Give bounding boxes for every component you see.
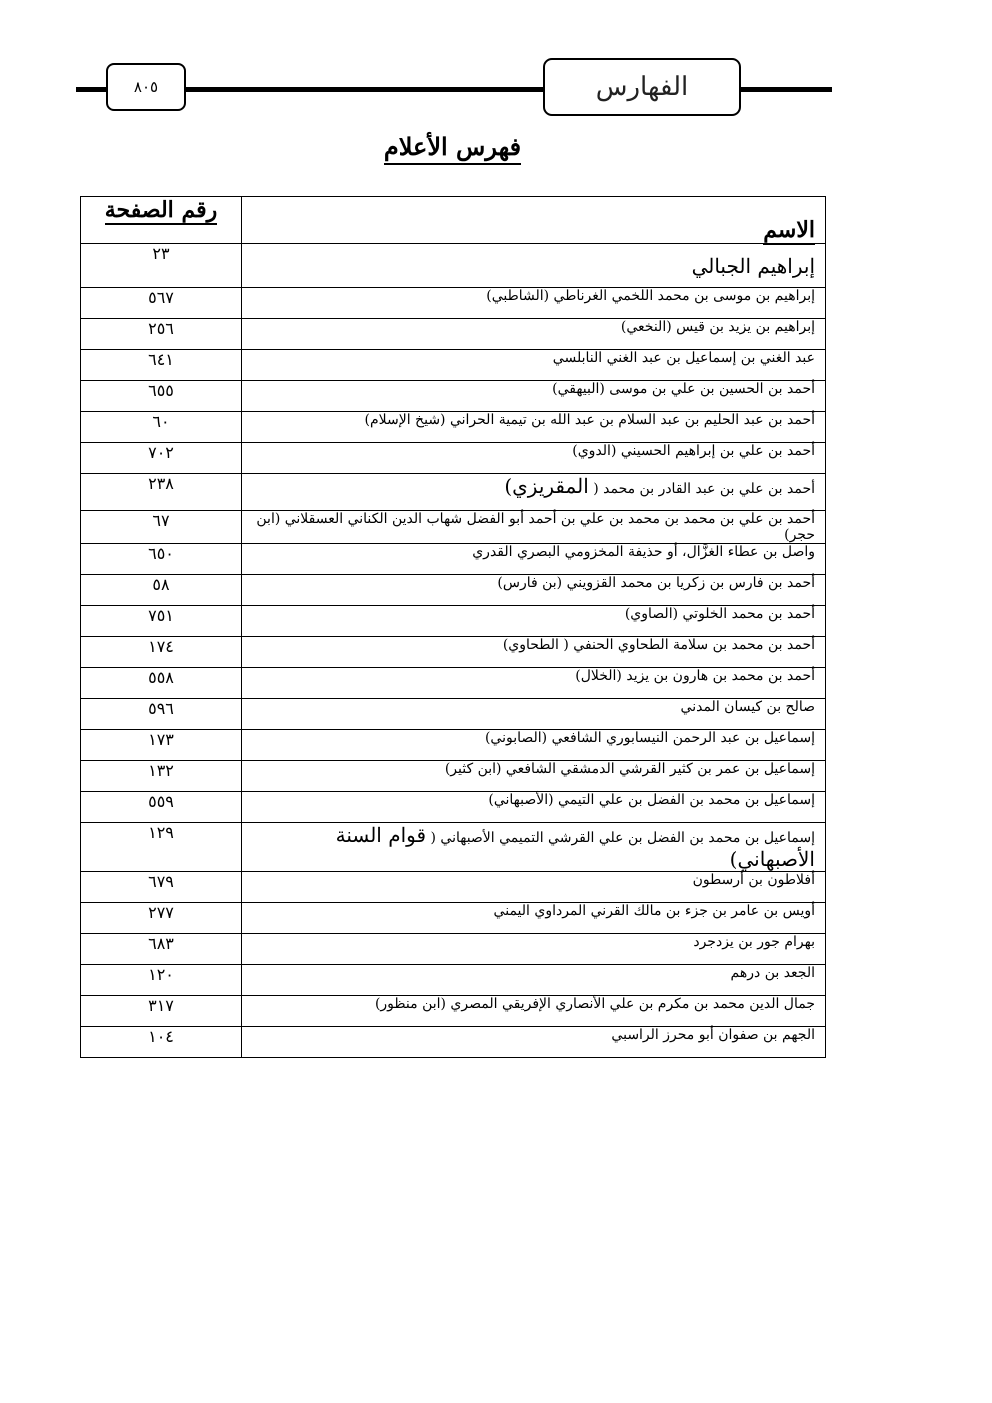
column-header-name-label: الاسم [763, 217, 815, 243]
name-cell: إبراهيم بن موسى بن محمد اللخمي الغرناطي (الشاطبي) [242, 288, 826, 319]
name-cell: أحمد بن فارس بن زكريا بن محمد القزويني (بن فارس) [242, 575, 826, 606]
page-cell: ١٣٢ [81, 761, 242, 792]
page-cell: ٥٨ [81, 575, 242, 606]
table-row [81, 730, 826, 761]
name-cell: واصل بن عطاء الغزَّال، أو حذيفة المخزومي البصري القدري [242, 544, 826, 575]
name-cell: أحمد بن محمد بن هارون بن يزيد (الخلال) [242, 668, 826, 699]
page-cell: ٥٩٦ [81, 699, 242, 730]
page-cell: ١٢٩ [81, 823, 242, 872]
table-row [81, 1027, 826, 1058]
table-row [81, 606, 826, 637]
table-row [81, 965, 826, 996]
table-row [81, 903, 826, 934]
page-title [0, 132, 905, 161]
page-cell: ٦٥٥ [81, 381, 242, 412]
page-title-text: فهرس الأعلام [384, 132, 521, 165]
name-cell: أحمد بن علي بن إبراهيم الحسيني (الدوي) [242, 443, 826, 474]
table-row [81, 575, 826, 606]
page-cell: ٢٣ [81, 244, 242, 288]
table-row [81, 319, 826, 350]
table-row [81, 443, 826, 474]
column-header-page [81, 197, 242, 244]
table-row [81, 823, 826, 872]
name-text: أحمد بن علي بن عبد القادر بن محمد ( [593, 481, 815, 497]
column-header-name [242, 197, 826, 244]
name-cell: إسماعيل بن عمر بن كثير القرشي الدمشقي الشافعي (ابن كثير) [242, 761, 826, 792]
name-cell: أحمد بن محمد الخلوتي (الصاوي) [242, 606, 826, 637]
page-cell: ٧٥١ [81, 606, 242, 637]
name-emphasis: المقريزي) [504, 474, 589, 498]
name-cell: بهرام جور بن يزدجرد [242, 934, 826, 965]
name-cell: جمال الدين محمد بن مكرم بن علي الأنصاري الإفريقي المصري (ابن منظور) [242, 996, 826, 1027]
name-cell: أحمد بن محمد بن سلامة الطحاوي الحنفي ( الطحاوي) [242, 637, 826, 668]
table-row [81, 872, 826, 903]
page-cell: ٥٥٩ [81, 792, 242, 823]
name-cell: أحمد بن عبد الحليم بن عبد السلام بن عبد الله بن تيمية الحراني (شيخ الإسلام) [242, 412, 826, 443]
page-cell: ٥٦٧ [81, 288, 242, 319]
page-cell: ١٢٠ [81, 965, 242, 996]
table-row [81, 996, 826, 1027]
table-row [81, 288, 826, 319]
table-row [81, 511, 826, 544]
name-cell: الجهم بن صفوان أبو محرز الراسبي [242, 1027, 826, 1058]
name-cell: أويس بن عامر بن جزء بن مالك القرني المرداوي اليمني [242, 903, 826, 934]
table-row [81, 934, 826, 965]
page-cell: ٧٠٢ [81, 443, 242, 474]
names-index-table [80, 196, 826, 1058]
column-header-page-label: رقم الصفحة [104, 197, 218, 223]
page-cell: ٥٥٨ [81, 668, 242, 699]
name-cell [242, 474, 826, 511]
table-row [81, 244, 826, 288]
page-cell: ٦٨٣ [81, 934, 242, 965]
table-row [81, 474, 826, 511]
table-row [81, 350, 826, 381]
page-cell: ٦٧٩ [81, 872, 242, 903]
page-cell: ١٧٣ [81, 730, 242, 761]
table-header-row [81, 197, 826, 244]
table-row [81, 699, 826, 730]
table-row [81, 412, 826, 443]
table-row [81, 668, 826, 699]
name-text: إسماعيل بن محمد بن الفضل بن علي القرشي التميمي الأصبهاني ( [430, 830, 815, 846]
page-cell: ٢٧٧ [81, 903, 242, 934]
name-cell: أحمد بن الحسين بن علي بن موسى (البيهقي) [242, 381, 826, 412]
page-cell: ٢٥٦ [81, 319, 242, 350]
page-cell: ٢٣٨ [81, 474, 242, 511]
table-row [81, 544, 826, 575]
name-cell: أفلاطون بن أرسطون [242, 872, 826, 903]
page-cell: ١٧٤ [81, 637, 242, 668]
name-cell: عبد الغني بن إسماعيل بن عبد الغني النابلسي [242, 350, 826, 381]
table-row [81, 761, 826, 792]
page-number: ٨٠٥ [106, 63, 186, 111]
name-cell: إبراهيم الجبالي [242, 244, 826, 288]
table-row [81, 637, 826, 668]
name-cell: صالح بن كيسان المدني [242, 699, 826, 730]
page-cell: ٦٥٠ [81, 544, 242, 575]
table-row [81, 792, 826, 823]
page-cell: ١٠٤ [81, 1027, 242, 1058]
name-cell [242, 823, 826, 872]
page-cell: ٦٤١ [81, 350, 242, 381]
page-cell: ٣١٧ [81, 996, 242, 1027]
name-cell: الجعد بن درهم [242, 965, 826, 996]
section-title: الفهارس [543, 58, 741, 116]
table-row [81, 381, 826, 412]
page-cell: ٦٠ [81, 412, 242, 443]
name-cell: أحمد بن علي بن محمد بن محمد بن علي بن أحمد أبو الفضل شهاب الدين الكناني العسقلاني (ابن حجر) [242, 511, 826, 544]
name-cell: إسماعيل بن محمد بن الفضل بن علي التيمي (الأصبهاني) [242, 792, 826, 823]
name-cell: إبراهيم بن يزيد بن قيس (النخعي) [242, 319, 826, 350]
name-emphasis: قوام السنة الأصبهاني) [335, 823, 815, 871]
page-cell: ٦٧ [81, 511, 242, 544]
name-cell: إسماعيل بن عبد الرحمن النيسابوري الشافعي (الصابوني) [242, 730, 826, 761]
